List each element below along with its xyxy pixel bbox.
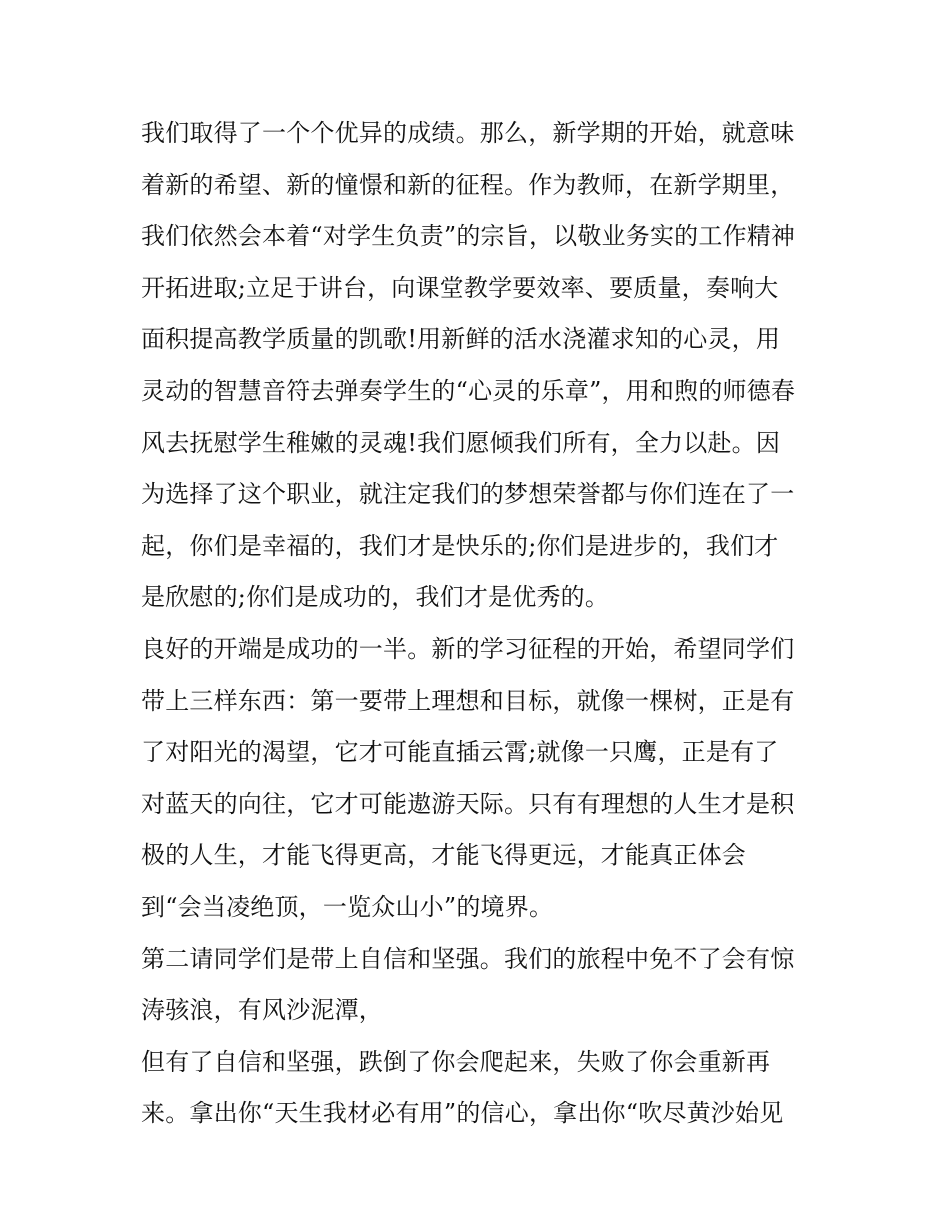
- text-line: 我们依然会本着“对学生负责”的宗旨，以敬业务实的工作精神: [141, 222, 796, 251]
- text-line: 涛骇浪，有风沙泥潭，: [141, 996, 383, 1025]
- text-line: 到“会当凌绝顶，一览众山小”的境界。: [141, 892, 554, 921]
- text-line: 但有了自信和坚强，跌倒了你会爬起来，失败了你会重新再: [141, 1047, 771, 1076]
- text-line: 是欣慰的;你们是成功的，我们才是优秀的。: [141, 583, 610, 612]
- text-line: 开拓进取;立足于讲台，向课堂教学要效率、要质量，奏响大: [141, 273, 779, 302]
- text-line: 对蓝天的向往，它才可能遨游天际。只有有理想的人生才是积: [141, 789, 795, 818]
- text-line: 来。拿出你“天生我材必有用”的信心，拿出你“吹尽黄沙始见: [141, 1099, 784, 1128]
- text-line: 带上三样东西：第一要带上理想和目标，就像一棵树，正是有: [141, 686, 795, 715]
- body-text: [141, 108, 831, 1140]
- text-line: 极的人生，才能飞得更高，才能飞得更远，才能真正体会: [141, 841, 746, 870]
- text-line: 着新的希望、新的憧憬和新的征程。作为教师，在新学期里，: [141, 170, 795, 199]
- text-line: 了对阳光的渴望，它才可能直插云霄;就像一只鹰，正是有了: [141, 738, 779, 767]
- text-line: 灵动的智慧音符去弹奏学生的“心灵的乐章”，用和煦的师德春: [141, 376, 796, 405]
- text-line: 良好的开端是成功的一半。新的学习征程的开始，希望同学们: [141, 634, 795, 663]
- text-line: 第二请同学们是带上自信和坚强。我们的旅程中免不了会有惊: [141, 944, 795, 973]
- text-line: 起，你们是幸福的，我们才是快乐的;你们是进步的，我们才: [141, 531, 779, 560]
- text-line: 面积提高教学质量的凯歌!用新鲜的活水浇灌求知的心灵，用: [141, 325, 781, 354]
- text-line: 我们取得了一个个优异的成绩。那么，新学期的开始，就意味: [141, 119, 795, 147]
- text-line: 风去抚慰学生稚嫩的灵魂!我们愿倾我们所有，全力以赴。因: [141, 428, 781, 457]
- text-line: 为选择了这个职业，就注定我们的梦想荣誉都与你们连在了一: [141, 480, 795, 509]
